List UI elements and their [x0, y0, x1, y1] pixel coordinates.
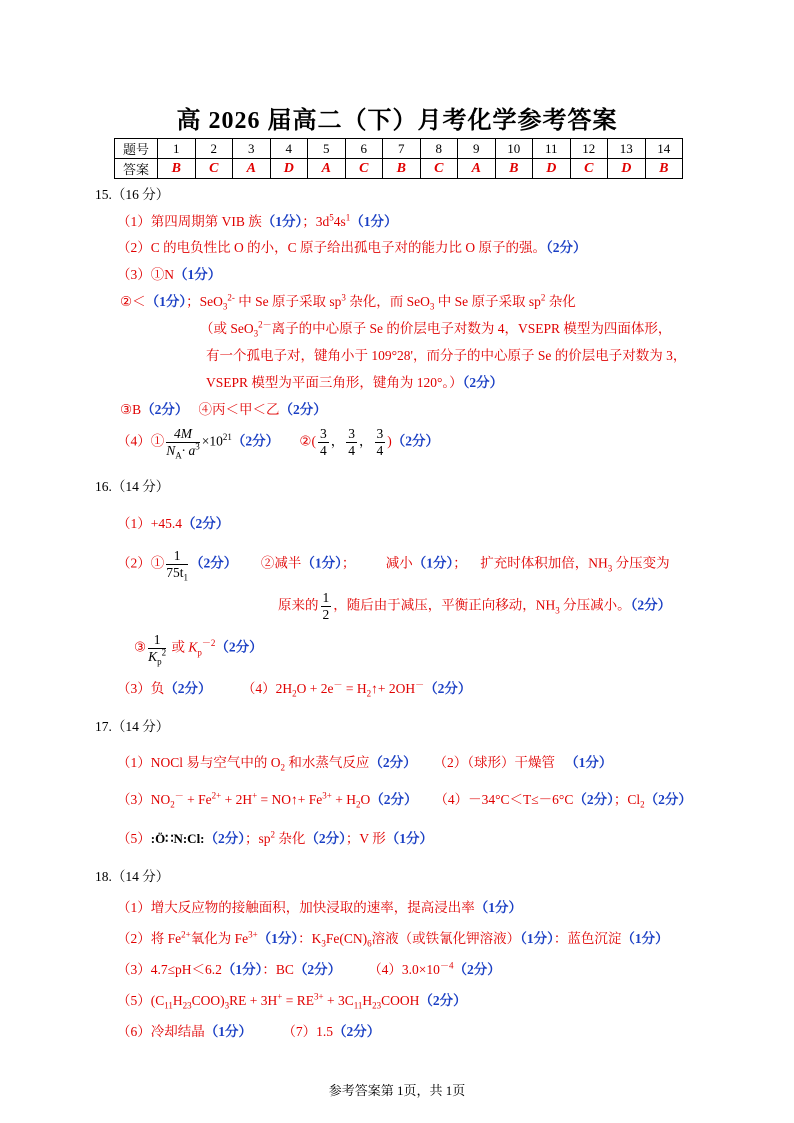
- q17-header: 17.（14 分）: [95, 719, 170, 734]
- q15-line-2: （2）C 的电负性比 O 的小，C 原子给出孤电子对的能力比 O 原子的强。（2分）: [117, 240, 587, 255]
- q17-line-1: （1）NOCl 易与空气中的 $O_2$ 和水蒸气反应（2分） （2）（球形）干燥管 （1分）: [117, 755, 613, 773]
- q15-header: 15.（16 分）: [95, 187, 170, 202]
- answer-cell: C: [420, 159, 458, 179]
- q15-line-7: VSEPR 模型为平面三角形，键角为 120°。）（2分）: [206, 375, 504, 390]
- q15-line-5: （或 SeO$_3^{2-}$离子的中心原子 Se 的价层电子对数为 4，VSEPR 模型为四面体形，: [200, 319, 672, 339]
- page-title: 高 2026 届高二（下）月考化学参考答案: [176, 108, 618, 134]
- q18-header: 18.（14 分）: [95, 869, 170, 884]
- answer-cell: D: [533, 159, 571, 179]
- question-number-cell: 13: [608, 139, 646, 159]
- question-number-cell: 2: [195, 139, 233, 159]
- answer-cell: B: [383, 159, 421, 179]
- q16-line-3: 原来的 $\frac{1}{2}$ ，随后由于减压，平衡正向移动，$NH_3$ 分压减小。（2分）: [278, 590, 672, 622]
- row-label-number: 题号: [115, 139, 158, 159]
- question-number-cell: 11: [533, 139, 571, 159]
- q18-line-1: （1）增大反应物的接触面积，加快浸取的速率，提高浸出率（1分）: [117, 900, 522, 915]
- q15-line-8: ③B（2分） ④丙＜甲＜乙（2分）: [120, 402, 327, 417]
- row-label-answer: 答案: [115, 159, 158, 179]
- question-number-cell: 7: [383, 139, 421, 159]
- question-number-cell: 6: [345, 139, 383, 159]
- coord-fraction-x: $\frac{3}{4}$: [320, 426, 327, 458]
- question-number-cell: 14: [645, 139, 683, 159]
- q18-line-5: （6）冷却结晶（1分） （7）1.5（2分）: [117, 1024, 381, 1039]
- question-number-cell: 5: [308, 139, 346, 159]
- page-footer: 参考答案第 1页，共 1页: [328, 1083, 466, 1098]
- q15-line-3: （3）①N（1分）: [117, 267, 222, 282]
- q15-line-4: ②＜（1分）；SeO$_3^{2-}$ 中 Se 原子采取 $sp^3$ 杂化，而 SeO$_3$ 中 Se 原子采取 $sp^2$ 杂化: [120, 292, 576, 312]
- coord-fraction-y: $\frac{3}{4}$: [348, 426, 355, 458]
- nocl-lewis-structure: :Ö∷N:Cl:: [150, 831, 205, 846]
- question-number-cell: 10: [495, 139, 533, 159]
- q18-line-2: （2）将 $Fe^{2+}$氧化为 $Fe^{3+}(1$分）：$K_3Fe(CN)_6$溶液（或铁氰化钾溶液）（1分）：蓝色沉淀（1分）: [117, 929, 669, 949]
- density-fraction: $\frac{4M}{N_A\cdot a^3}$: [166, 426, 200, 461]
- answer-cell: B: [495, 159, 533, 179]
- q16-line-4: ③ $\frac{1}{K_p^2}$ 或 $K_p^{-2}(2$分）: [134, 632, 263, 667]
- q16-header: 16.（14 分）: [95, 479, 170, 494]
- question-number-cell: 4: [270, 139, 308, 159]
- q17-line-2: $(3)NO_2^- + Fe^{2+} + 2H^+$ = NO↑+ $Fe^{3+} + H_2O(2$分） （4）－34°C＜T≤－6°C（2分）；$Cl_2(2$分）: [117, 790, 692, 810]
- half-fraction: $\frac{1}{2}$: [322, 590, 330, 622]
- answer-cell: C: [570, 159, 608, 179]
- q16-line-2: （2）① $\frac{1}{75t_1}$ （2分） ②减半（1分）； 减小（1分）； 扩充时体积加倍，$NH_3$ 分压变为: [117, 548, 670, 583]
- answer-table: [114, 138, 683, 179]
- question-number-cell: 8: [420, 139, 458, 159]
- question-number-cell: 1: [158, 139, 196, 159]
- q18-line-4: $(5)(C_{11}H_{23}COO)_3RE + 3H^+ = RE^{3+}$ + $3C_{11}H_{23}COOH(2$分）: [117, 991, 467, 1011]
- answer-cell: B: [645, 159, 683, 179]
- q16-line-1: （1）+45.4（2分）: [117, 516, 230, 531]
- q15-line-1: （1）第四周期第 VIB 族（1分）；$3d^54s^1(1$分）: [117, 212, 398, 229]
- coord-fraction-z: $\frac{3}{4}$: [376, 426, 384, 458]
- answer-cell: B: [158, 159, 196, 179]
- q17-line-3: （5）:Ö∷N:Cl:（2分）；$sp^2$ 杂化（2分）；V 形（1分）: [117, 829, 434, 846]
- answer-cell: C: [345, 159, 383, 179]
- q15-line-6: 有一个孤电子对，键角小于 109°28'，而分子的中心原子 Se 的价层电子对数为 3，: [206, 348, 687, 363]
- answer-cell: D: [270, 159, 308, 179]
- answer-cell: A: [458, 159, 496, 179]
- rate-fraction: $\frac{1}{75t_1}$: [166, 548, 189, 583]
- question-number-cell: 3: [233, 139, 271, 159]
- q15-line-9: （4）① $\frac{4M}{N_A\cdot a^3}$ $\times 10^{21}(2$分） ②( $\frac{3}{4}$ ， $\frac{3}{4}$ ， $\frac{3}{4}$ )（2分）: [117, 426, 439, 461]
- answer-cell: A: [233, 159, 271, 179]
- question-number-cell: 12: [570, 139, 608, 159]
- answer-cell: C: [195, 159, 233, 179]
- q16-line-5: （3）负（2分） $(4)2H_2O + 2e^-$ = $H_2↑+ 2OH^-(2$分）: [117, 679, 472, 699]
- question-number-cell: 9: [458, 139, 496, 159]
- kp-fraction: $\frac{1}{K_p^2}$: [148, 632, 167, 667]
- q18-line-3: （3）4.7≤pH＜6.2（1分）：BC（2分） $(4)3.0\times 10^{-4}(2$分）: [117, 960, 501, 977]
- answer-cell: D: [608, 159, 646, 179]
- answer-cell: A: [308, 159, 346, 179]
